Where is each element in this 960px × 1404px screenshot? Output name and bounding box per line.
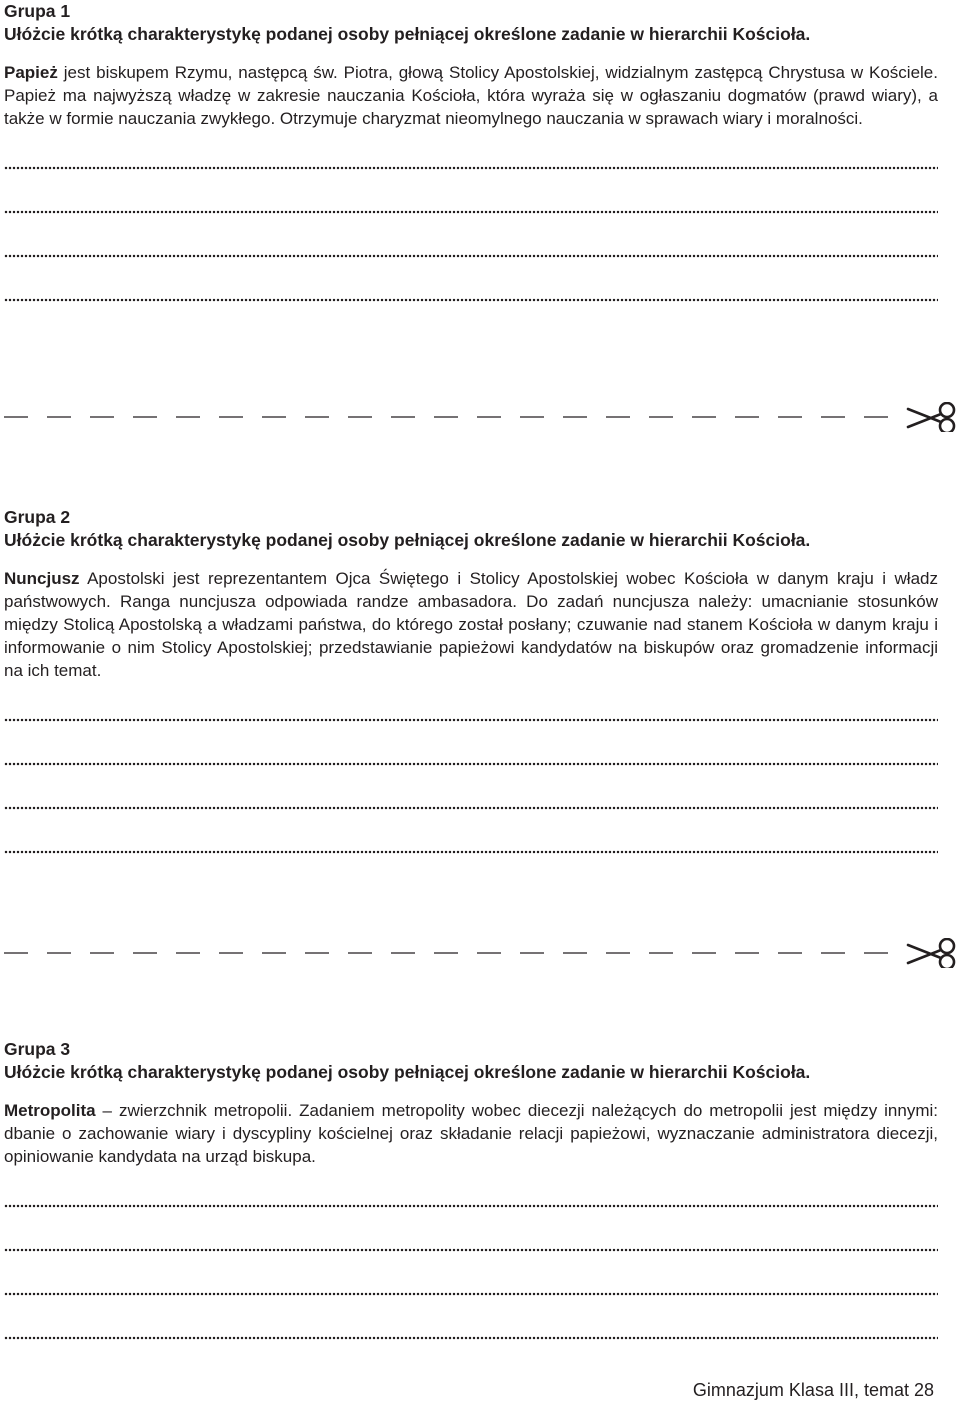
- group-title: Grupa 2: [4, 507, 71, 527]
- answer-lines[interactable]: [4, 148, 938, 302]
- answer-line[interactable]: [4, 788, 938, 810]
- answer-line[interactable]: [4, 1274, 938, 1296]
- group-2: [4, 506, 938, 876]
- answer-line[interactable]: [4, 744, 938, 766]
- description-text: Apostolski jest reprezentantem Ojca Świętego i Stolicy Apostolskiej wobec Kościoła w danym kraju i władz państwowych. Ranga nuncjusza odpowiada randze ambasadora. Do zadań nuncjusza należy: umacnianie stosunków między Stolicą Apostolską a władzami państwa, do którego został posłany; czuwanie nad stanem Kościoła w danym kraju i informowanie o nim Stolicy Apostolskiej; przedstawianie papieżowi kandydatów na biskupów oraz gromadzenie informacji na ich temat.: [4, 569, 938, 680]
- answer-lines[interactable]: [4, 700, 938, 854]
- description-text: – zwierzchnik metropolii. Zadaniem metropolity wobec diecezji należących do metropolii jest między innymi: dbanie o zachowanie wiary i dyscypliny kościelnej oraz składanie relacji papieżowi, wyznaczanie administratora diecezji, opiniowanie kandydata na urząd biskupa.: [4, 1101, 938, 1166]
- page-footer: Gimnazjum Klasa III, temat 28: [692, 1380, 934, 1400]
- task-instruction: Ułóżcie krótką charakterystykę podanej osoby pełniącej określone zadanie w hierarchii Kościoła.: [4, 24, 811, 44]
- answer-line[interactable]: [4, 236, 938, 258]
- answer-line[interactable]: [4, 700, 938, 722]
- answer-line[interactable]: [4, 832, 938, 854]
- answer-line[interactable]: [4, 1186, 938, 1208]
- answer-line[interactable]: [4, 192, 938, 214]
- answer-lines[interactable]: [4, 1186, 938, 1340]
- answer-line[interactable]: [4, 1230, 938, 1252]
- answer-line[interactable]: [4, 148, 938, 170]
- description-paragraph: [4, 61, 938, 130]
- group-1: [4, 0, 938, 324]
- cut-line: [0, 402, 960, 432]
- scissors-icon: [908, 939, 954, 968]
- cut-line: [0, 938, 960, 968]
- term-name: Papież: [4, 63, 58, 82]
- description-text: jest biskupem Rzymu, następcą św. Piotra, głową Stolicy Apostolskiej, widzialnym zastępcą Chrystusa w Kościele. Papież ma najwyższą władzę w zakresie nauczania Kościoła, która wyraża się w ogłaszaniu dogmatów (prawd wiary), a także w formie nauczania zwykłego. Otrzymuje charyzmat nieomylnego nauczania w sprawach wiary i moralności.: [4, 63, 938, 128]
- scissors-icon: [908, 403, 954, 432]
- group-title: Grupa 1: [4, 1, 71, 21]
- group-3: [4, 1038, 938, 1362]
- answer-line[interactable]: [4, 1318, 938, 1340]
- term-name: Metropolita: [4, 1101, 96, 1120]
- task-instruction: Ułóżcie krótką charakterystykę podanej osoby pełniącej określone zadanie w hierarchii Kościoła.: [4, 1062, 811, 1082]
- description-paragraph: [4, 567, 938, 682]
- task-instruction: Ułóżcie krótką charakterystykę podanej osoby pełniącej określone zadanie w hierarchii Kościoła.: [4, 530, 811, 550]
- description-paragraph: [4, 1099, 938, 1168]
- term-name: Nuncjusz: [4, 569, 80, 588]
- answer-line[interactable]: [4, 280, 938, 302]
- group-title: Grupa 3: [4, 1039, 71, 1059]
